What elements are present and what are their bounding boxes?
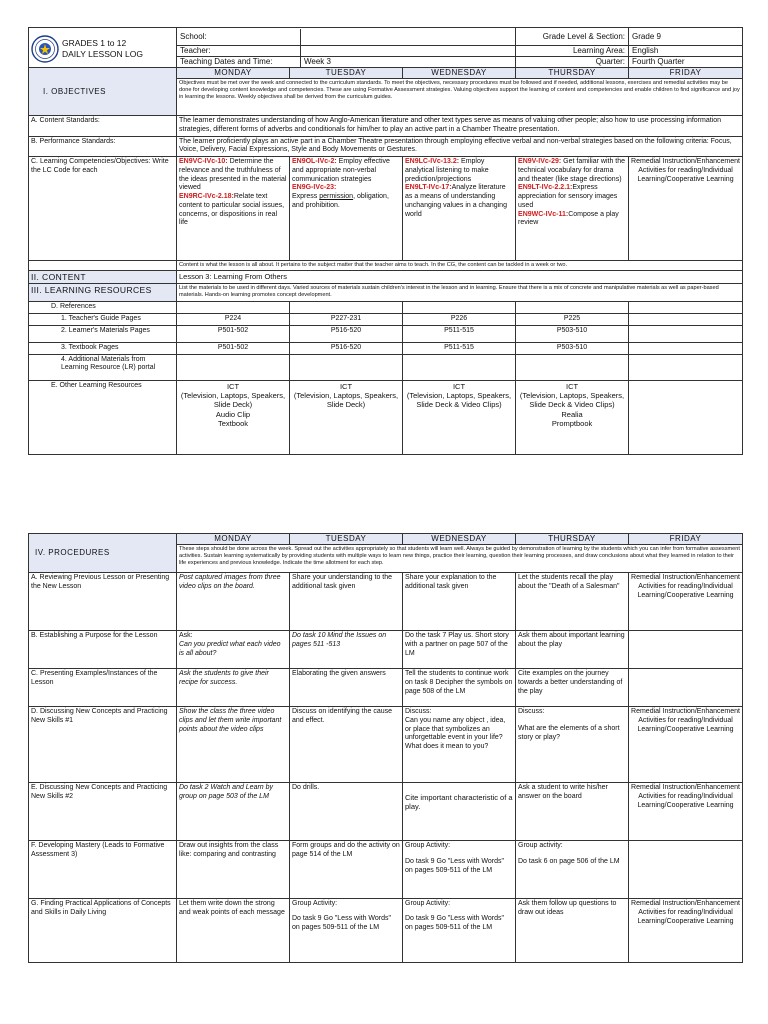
objectives-label: I. OBJECTIVES [29, 68, 177, 116]
logo-cell [29, 28, 177, 68]
proc-day-tuesday: TUESDAY [290, 534, 403, 545]
dates-field: Teaching Dates and Time: Week 3 [177, 57, 516, 68]
lr-label: 4. Additional Materials from Learning Resource (LR) portal [29, 354, 177, 380]
day-tuesday: TUESDAY [290, 68, 403, 79]
competencies-label: C. Learning Competencies/Objectives: Write the LC Code for each [29, 157, 177, 261]
step-d-tuesday: Discuss on identifying the cause and effect. [290, 707, 403, 783]
teacher-field: Teacher: [177, 46, 516, 57]
tg-monday: P224 [177, 314, 290, 326]
step-g-wednesday: Group Activity: Do task 9 Go "Less with Words" on pages 509-511 of the LM [403, 899, 516, 963]
competency-wednesday: EN9LC-IVc-13.2: Employ analytical listening to make prediction/projections EN9LT-IVc-17:Analyze literature as a means of understanding unchanging values in a changing world [403, 157, 516, 261]
step-d-label: D. Discussing New Concepts and Practicing New Skills #1 [29, 707, 177, 783]
quarter-value: Fourth Quarter [629, 57, 743, 68]
performance-standards-label: B. Performance Standards: [29, 136, 177, 157]
competency-tuesday: EN9OL-IVc-2: Employ effective and appropriate non-verbal communication strategies EN9G-IVc-23: Express permission, obligation, and prohibition. [290, 157, 403, 261]
step-f-tuesday: Form groups and do the activity on page 514 of the LM [290, 841, 403, 899]
step-b-tuesday: Do task 10 Mind the Issues on pages 511 -513 [290, 631, 403, 669]
procedures-label: IV. PROCEDURES [29, 534, 177, 573]
tb-tuesday: P516-520 [290, 342, 403, 354]
references-label: D. References [29, 302, 177, 314]
step-a-tuesday: Share your understanding to the additional task given [290, 573, 403, 631]
content-standards: The learner demonstrates understanding of how Anglo-American literature and other text types serve as means of valuing other people; also how to use processing information strategies, different forms of adverbs and conditionals for him/her to play an active part in a Chamber Theatre presentation. [177, 116, 743, 137]
tg-wednesday: P226 [403, 314, 516, 326]
step-g-friday: Remedial Instruction/Enhancement Activities for reading/Individual Learning/Cooperative Learning [629, 899, 743, 963]
step-f-thursday: Group activity: Do task 6 on page 506 of the LM [516, 841, 629, 899]
performance-standards: The learner proficiently plays an active part in a Chamber Theatre presentation through employing effective verbal and non-verbal strategies based on the following criteria: Focus, Voice, Delivery, Facial Expressions, Style and Body Movements or Gestures. [177, 136, 743, 157]
grade-value: Grade 9 [629, 28, 743, 46]
step-e-wednesday: Cite important characteristic of a play. [403, 783, 516, 841]
other-wednesday: ICT (Television, Laptops, Speakers, Slide Deck & Video Clips) [403, 380, 516, 454]
step-e-thursday: Ask a student to write his/her answer on the board [516, 783, 629, 841]
content-note: Content is what the lesson is all about. It pertains to the subject matter that the teacher aims to teach. In the CG, the content can be tackled in a week or two. [177, 261, 743, 271]
document-title: GRADES 1 to 12 DAILY LESSON LOG [62, 38, 143, 59]
tb-label: 3. Textbook Pages [29, 342, 177, 354]
procedures-note: These steps should be done across the week. Spread out the activities appropriately so that students will learn well. Always be guided by demonstration of learning by the students which you can infer from formative assessment activities. Sustain learning systematically by providing students with multiple ways to learn new things, practice their learning, question their learning processes, and draw conclusions about what they learned in relation to their life experiences and previous knowledge. Indicate the time allotment for each step. [177, 545, 743, 573]
step-d-monday: Show the class the three video clips and let them write important points about the video clips [177, 707, 290, 783]
lm-label: 2. Learner's Materials Pages [29, 325, 177, 342]
step-a-monday: Post captured images from three video clips on the board. [177, 573, 290, 631]
tb-monday: P501-502 [177, 342, 290, 354]
step-c-wednesday: Tell the students to continue work on task 8 Decipher the symbols on page 508 of the LM [403, 669, 516, 707]
lm-thursday: P503-510 [516, 325, 629, 342]
proc-day-friday: FRIDAY [629, 534, 743, 545]
tb-thursday: P503-510 [516, 342, 629, 354]
step-e-label: E. Discussing New Concepts and Practicing New Skills #2 [29, 783, 177, 841]
content-value: Lesson 3: Learning From Others [177, 270, 743, 284]
step-a-label: A. Reviewing Previous Lesson or Presenting the New Lesson [29, 573, 177, 631]
lm-tuesday: P516-520 [290, 325, 403, 342]
day-monday: MONDAY [177, 68, 290, 79]
proc-day-wednesday: WEDNESDAY [403, 534, 516, 545]
other-monday: ICT (Television, Laptops, Speakers, Slide Deck) Audio Clip Textbook [177, 380, 290, 454]
competency-friday: Remedial Instruction/Enhancement Activities for reading/Individual Learning/Cooperative Learning [629, 157, 743, 261]
content-label: II. CONTENT [29, 270, 177, 284]
resources-note: List the materials to be used in different days. Varied sources of materials sustain children's interest in the lesson and in learning. Ensure that there is a mix of concrete and manipulative materials as well as paper-based materials. Hands-on learning promotes concept development. [177, 284, 743, 302]
other-thursday: ICT (Television, Laptops, Speakers, Slide Deck & Video Clips) Realia Promptbook [516, 380, 629, 454]
step-d-friday: Remedial Instruction/Enhancement Activities for reading/Individual Learning/Cooperative Learning [629, 707, 743, 783]
proc-day-thursday: THURSDAY [516, 534, 629, 545]
grade-label: Grade Level & Section: [516, 28, 629, 46]
step-e-tuesday: Do drills. [290, 783, 403, 841]
step-a-friday: Remedial Instruction/Enhancement Activities for reading/Individual Learning/Cooperative Learning [629, 573, 743, 631]
day-thursday: THURSDAY [516, 68, 629, 79]
lm-wednesday: P511-515 [403, 325, 516, 342]
day-wednesday: WEDNESDAY [403, 68, 516, 79]
objectives-note: Objectives must be met over the week and connected to the curriculum standards. To meet the objectives, necessary procedures must be followed and if needed, additional lessons, exercises and remedial activities may be done for developing content knowledge and competencies. These are using Formative Assessment strategies. Valuing objectives support the learning of content and competencies and enable children to find significance and joy in learning the lessons. Weekly objectives shall be derived from the curriculum guides. [177, 79, 743, 116]
dll-procedures-table [28, 533, 743, 963]
step-f-monday: Draw out insights from the class like: comparing and contrasting [177, 841, 290, 899]
step-g-thursday: Ask them follow up questions to draw out ideas [516, 899, 629, 963]
resources-label: III. LEARNING RESOURCES [29, 284, 177, 302]
tg-tuesday: P227-231 [290, 314, 403, 326]
step-b-thursday: Ask them about important learning about the play [516, 631, 629, 669]
day-friday: FRIDAY [629, 68, 743, 79]
content-standards-label: A. Content Standards: [29, 116, 177, 137]
step-g-tuesday: Group Activity: Do task 9 Go "Less with Words" on pages 509-511 of the LM [290, 899, 403, 963]
step-b-monday: Ask: Can you predict what each video is all about? [177, 631, 290, 669]
step-c-thursday: Cite examples on the journey towards a better understanding of the play [516, 669, 629, 707]
area-label: Learning Area: [516, 46, 629, 57]
step-c-monday: Ask the students to give their recipe for success. [177, 669, 290, 707]
area-value: English [629, 46, 743, 57]
step-b-label: B. Establishing a Purpose for the Lesson [29, 631, 177, 669]
step-a-wednesday: Share your explanation to the additional task given [403, 573, 516, 631]
other-tuesday: ICT (Television, Laptops, Speakers, Slide Deck) [290, 380, 403, 454]
step-c-label: C. Presenting Examples/Instances of the Lesson [29, 669, 177, 707]
step-b-wednesday: Do the task 7 Play us. Short story with a partner on page 507 of the LM [403, 631, 516, 669]
step-e-monday: Do task 2 Watch and Learn by group on page 503 of the LM [177, 783, 290, 841]
other-resources-label: E. Other Learning Resources [29, 380, 177, 454]
tg-label: 1. Teacher's Guide Pages [29, 314, 177, 326]
competency-monday: EN9VC-IVc-10: Determine the relevance and the truthfulness of the ideas presented in the material viewed EN9RC-IVc-2.18:Relate text content to particular social issues, concerns, or dispositions in real life [177, 157, 290, 261]
step-d-thursday: Discuss: What are the elements of a short story or play? [516, 707, 629, 783]
school-field: School: [177, 28, 516, 46]
quarter-label: Quarter: [516, 57, 629, 68]
step-a-thursday: Let the students recall the play about the "Death of a Salesman" [516, 573, 629, 631]
step-g-label: G. Finding Practical Applications of Concepts and Skills in Daily Living [29, 899, 177, 963]
lm-monday: P501-502 [177, 325, 290, 342]
step-d-wednesday: Discuss: Can you name any object , idea, or place that symbolizes an unforgettable event in your life? What does it mean to you? [403, 707, 516, 783]
step-e-friday: Remedial Instruction/Enhancement Activities for reading/Individual Learning/Cooperative Learning [629, 783, 743, 841]
step-f-wednesday: Group Activity: Do task 9 Go "Less with Words" on pages 509-511 of the LM [403, 841, 516, 899]
tb-wednesday: P511-515 [403, 342, 516, 354]
proc-day-monday: MONDAY [177, 534, 290, 545]
dll-top-table [28, 27, 743, 455]
tg-thursday: P225 [516, 314, 629, 326]
competency-thursday: EN9V-IVc-29: Get familiar with the technical vocabulary for drama and theater (like stage directions) EN9LT-IVc-2.2.1:Express appreciation for sensory images used EN9WC-IVc-11:Compose a play review [516, 157, 629, 261]
step-f-label: F. Developing Mastery (Leads to Formative Assessment 3) [29, 841, 177, 899]
step-g-monday: Let them write down the strong and weak points of each message [177, 899, 290, 963]
step-c-tuesday: Elaborating the given answers [290, 669, 403, 707]
